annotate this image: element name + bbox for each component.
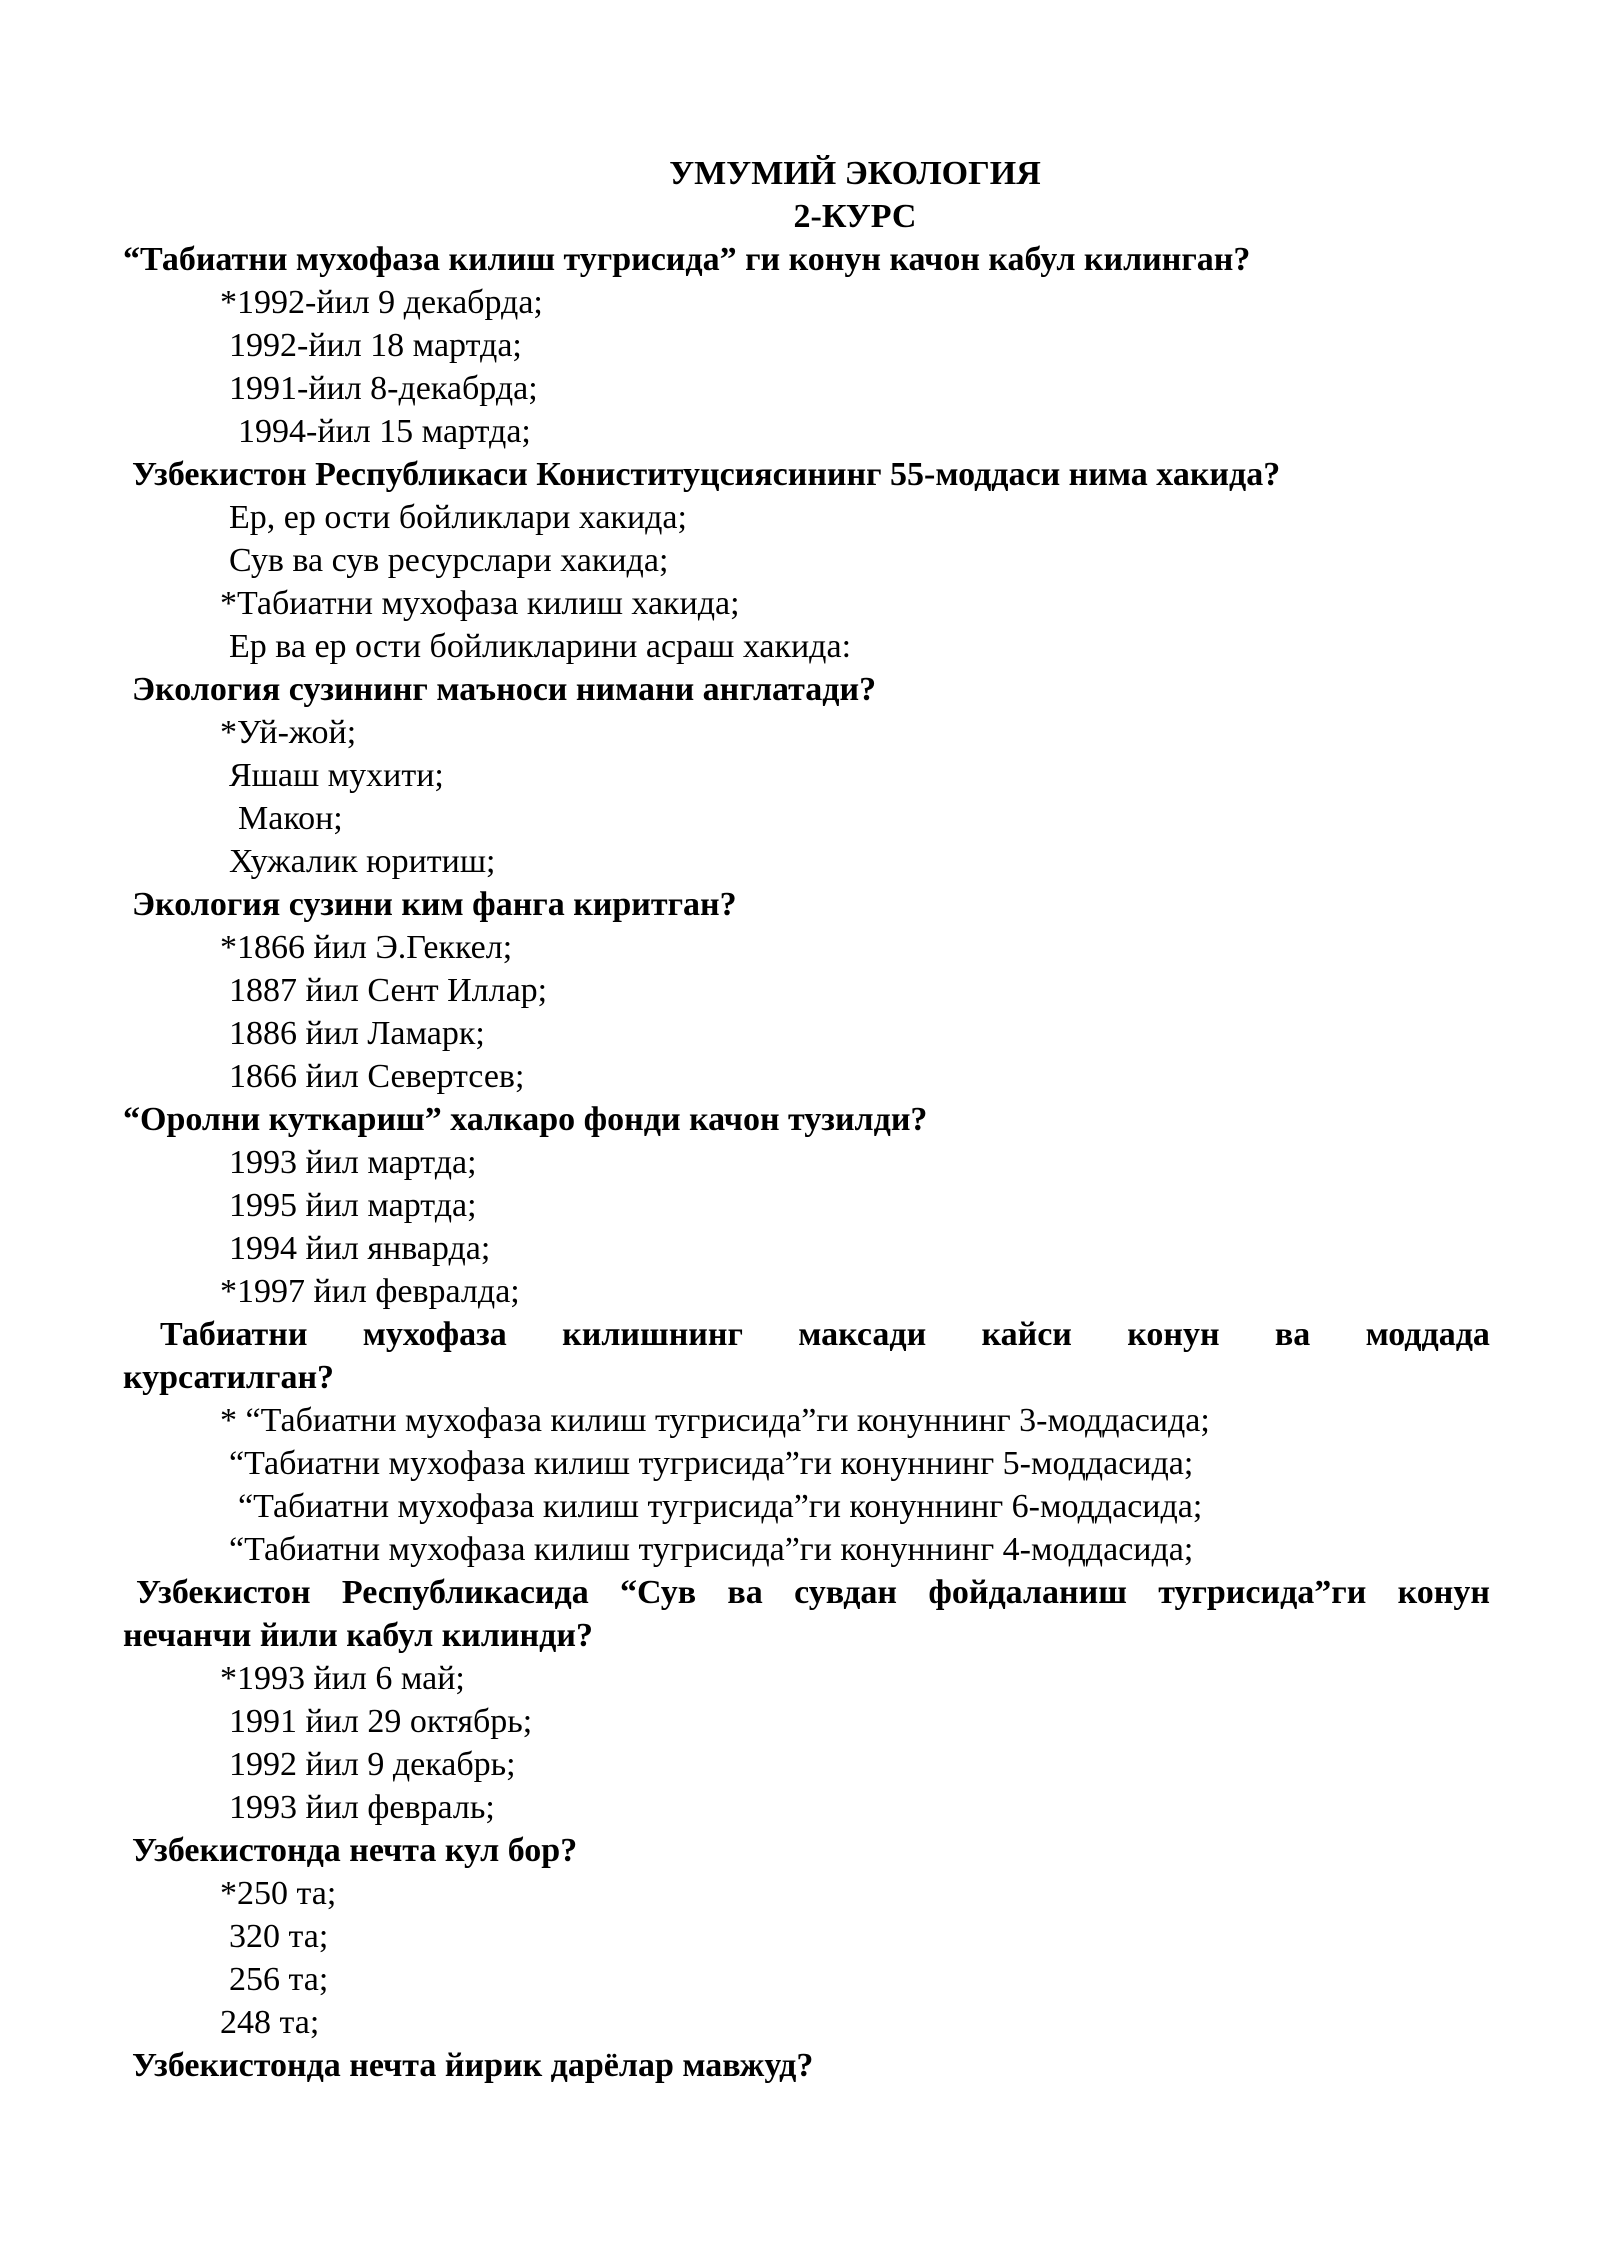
question-5-option-3: 1994 йил январда; — [229, 1230, 491, 1267]
question-6-word: ва — [1274, 1316, 1311, 1353]
question-1-option-3: 1991-йил 8-декабрда; — [229, 370, 538, 407]
question-5-option-1: 1993 йил мартда; — [229, 1144, 477, 1181]
question-7-option-2: 1991 йил 29 октябрь; — [229, 1703, 533, 1740]
question-6-option-2: “Табиатни мухофаза килиш тугрисида”ги конуннинг 5-моддасида; — [229, 1445, 1194, 1482]
question-6-word: кайси — [981, 1316, 1072, 1353]
question-6-word: моддада — [1365, 1316, 1490, 1353]
question-7-option-1: *1993 йил 6 май; — [220, 1660, 465, 1697]
question-4-option-3: 1886 йил Ламарк; — [229, 1015, 485, 1052]
question-1-option-4: 1994-йил 15 мартда; — [238, 413, 531, 450]
question-7-line-2: нечанчи йили кабул килинди? — [123, 1617, 593, 1654]
question-6-word: килишнинг — [562, 1316, 743, 1353]
question-7-word: конун — [1397, 1574, 1490, 1611]
question-2-option-3: *Табиатни мухофаза килиш хакида; — [220, 585, 740, 622]
question-7-word: фойдаланиш — [928, 1574, 1127, 1611]
question-7-word: сувдан — [794, 1574, 898, 1611]
question-4-option-4: 1866 йил Севертсев; — [229, 1058, 525, 1095]
document-title: УМУМИЙ ЭКОЛОГИЯ — [669, 155, 1041, 192]
question-7-word: ва — [727, 1574, 763, 1611]
question-2: Узбекистон Республикаси Кониституцсиясининг 55-моддаси нима хакида? — [132, 456, 1281, 493]
question-4-option-2: 1887 йил Сент Иллар; — [229, 972, 548, 1009]
question-8: Узбекистонда нечта кул бор? — [132, 1832, 578, 1869]
question-6-line-1 — [160, 1313, 1490, 1356]
question-4-option-1: *1866 йил Э.Геккел; — [220, 929, 513, 966]
question-3-option-1: *Уй-жой; — [220, 714, 357, 751]
question-6-word: Табиатни — [160, 1316, 308, 1353]
question-8-option-4: 248 та; — [220, 2004, 320, 2041]
question-3-option-4: Хужалик юритиш; — [229, 843, 496, 880]
question-2-option-2: Сув ва сув ресурслари хакида; — [229, 542, 669, 579]
question-6-option-4: “Табиатни мухофаза килиш тугрисида”ги конуннинг 4-моддасида; — [229, 1531, 1194, 1568]
question-8-option-3: 256 та; — [229, 1961, 329, 1998]
question-5-option-4: *1997 йил февралда; — [220, 1273, 520, 1310]
question-8-option-1: *250 та; — [220, 1875, 337, 1912]
question-6-line-2: курсатилган? — [123, 1359, 335, 1396]
question-7-option-3: 1992 йил 9 декабрь; — [229, 1746, 516, 1783]
question-2-option-1: Ер, ер ости бойликлари хакида; — [229, 499, 687, 536]
question-3-option-2: Яшаш мухити; — [229, 757, 444, 794]
question-7-word: тугрисида”ги — [1158, 1574, 1367, 1611]
question-7-word: Республикасида — [341, 1574, 589, 1611]
question-5: “Оролни куткариш” халкаро фонди качон тузилди? — [123, 1101, 928, 1138]
question-6-option-1: * “Табиатни мухофаза килиш тугрисида”ги конуннинг 3-моддасида; — [220, 1402, 1210, 1439]
question-6-option-3: “Табиатни мухофаза килиш тугрисида”ги конуннинг 6-моддасида; — [238, 1488, 1203, 1525]
question-6-word: конун — [1127, 1316, 1220, 1353]
question-4: Экология сузини ким фанга киритган? — [132, 886, 737, 923]
question-6-word: максади — [798, 1316, 927, 1353]
question-7-word: Узбекистон — [136, 1574, 311, 1611]
document-subtitle: 2-КУРС — [793, 198, 917, 235]
question-1: “Табиатни мухофаза килиш тугрисида” ги конун качон кабул килинган? — [123, 241, 1251, 278]
question-2-option-4: Ер ва ер ости бойликларини асраш хакида: — [229, 628, 852, 665]
question-5-option-2: 1995 йил мартда; — [229, 1187, 477, 1224]
question-1-option-2: 1992-йил 18 мартда; — [229, 327, 522, 364]
question-7-line-1 — [136, 1571, 1490, 1614]
question-6-word: мухофаза — [362, 1316, 507, 1353]
question-9: Узбекистонда нечта йирик дарёлар мавжуд? — [132, 2047, 814, 2084]
question-8-option-2: 320 та; — [229, 1918, 329, 1955]
question-7-word: “Сув — [620, 1574, 697, 1611]
question-7-option-4: 1993 йил февраль; — [229, 1789, 495, 1826]
question-1-option-1: *1992-йил 9 декабрда; — [220, 284, 543, 321]
question-3: Экология сузининг маъноси нимани англатади? — [132, 671, 877, 708]
question-3-option-3: Макон; — [238, 800, 343, 837]
